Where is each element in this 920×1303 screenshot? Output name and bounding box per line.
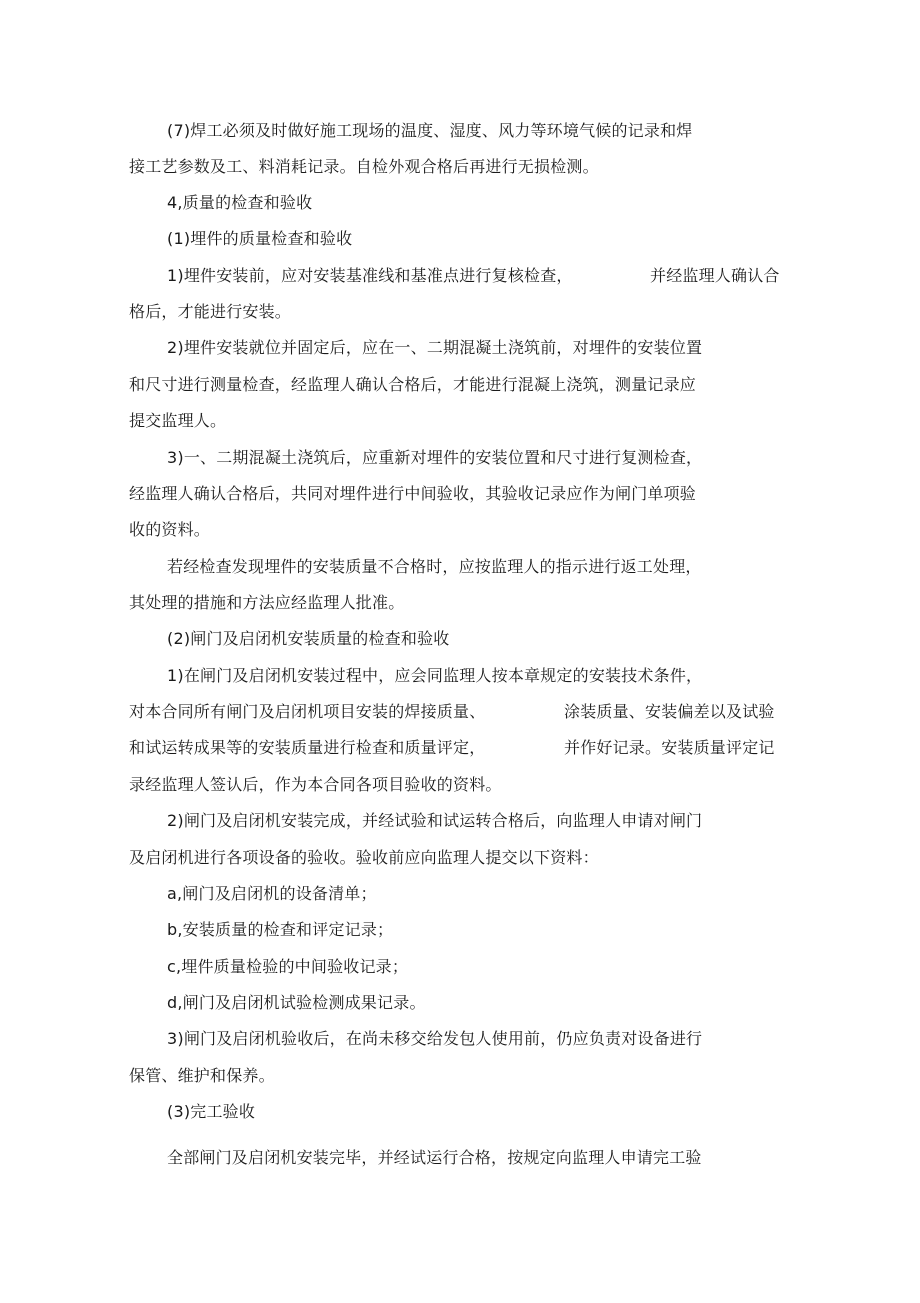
text-segment: 格后，才能进行安装。 xyxy=(129,302,292,321)
text-segment: (7)焊工必须及时做好施工现场的温度、湿度、风力等环境气候的记录和焊 xyxy=(167,121,693,140)
text-segment: 2)埋件安装就位并固定后，应在一、二期混凝土浇筑前，对埋件的安装位置 xyxy=(167,338,703,357)
text-segment: 3)闸门及启闭机验收后，在尚未移交给发包人使用前，仍应负责对设备进行 xyxy=(167,1029,703,1048)
text-segment: (3)完工验收 xyxy=(167,1102,256,1121)
text-segment: 对本合同所有闸门及启闭机项目安装的焊接质量、 xyxy=(129,702,486,721)
text-segment: d,闸门及启闭机试验检测成果记录。 xyxy=(167,993,426,1012)
text-segment: 全部闸门及启闭机安装完毕，并经试运行合格，按规定向监理人申请完工验 xyxy=(167,1148,702,1167)
text-segment: 经监理人确认合格后，共同对埋件进行中间验收，其验收记录应作为闸门单项验 xyxy=(129,484,697,503)
text-segment: (2)闸门及启闭机安装质量的检查和验收 xyxy=(167,629,450,648)
text-segment: 1)在闸门及启闭机安装过程中，应会同监理人按本章规定的安装技术条件， xyxy=(167,666,703,685)
text-segment: 和尺寸进行测量检查，经监理人确认合格后，才能进行混凝上浇筑，测量记录应 xyxy=(129,375,697,394)
text-segment: 及启闭机进行各项设备的验收。验收前应向监理人提交以下资料： xyxy=(129,848,599,867)
text-segment: 4,质量的检查和验收 xyxy=(167,193,313,212)
text-segment: 1)埋件安装前，应对安装基准线和基准点进行复核检查， xyxy=(167,266,573,285)
text-segment: a,闸门及启闭机的设备清单； xyxy=(167,884,377,903)
text-segment: 涂装质量、安装偏差以及试验 xyxy=(564,702,775,721)
text-segment: 若经检查发现埋件的安装质量不合格时，应按监理人的指示进行返工处理， xyxy=(167,557,702,576)
text-segment: 保管、维护和保养。 xyxy=(129,1066,275,1085)
text-segment: 其处理的措施和方法应经监理人批准。 xyxy=(129,593,405,612)
text-segment: 提交监理人。 xyxy=(129,411,227,430)
text-segment: 接工艺参数及工、料消耗记录。自检外观合格后再进行无损检测。 xyxy=(129,157,599,176)
text-segment: 2)闸门及启闭机安装完成，并经试验和试运转合格后，向监理人申请对闸门 xyxy=(167,811,703,830)
text-segment: 并经监理人确认合 xyxy=(650,266,780,285)
text-segment: c,埋件质量检验的中间验收记录； xyxy=(167,957,409,976)
text-segment: b,安装质量的检查和评定记录； xyxy=(167,920,394,939)
text-segment: (1)埋件的质量检查和验收 xyxy=(167,229,353,248)
text-segment: 录经监理人签认后，作为本合同各项目验收的资料。 xyxy=(129,775,502,794)
text-segment: 并作好记录。安装质量评定记 xyxy=(564,738,775,757)
text-segment: 和试运转成果等的安装质量进行检查和质量评定， xyxy=(129,738,486,757)
text-segment: 3)一、二期混凝土浇筑后，应重新对埋件的安装位置和尺寸进行复测检查， xyxy=(167,448,703,467)
text-segment: 收的资料。 xyxy=(129,520,211,539)
